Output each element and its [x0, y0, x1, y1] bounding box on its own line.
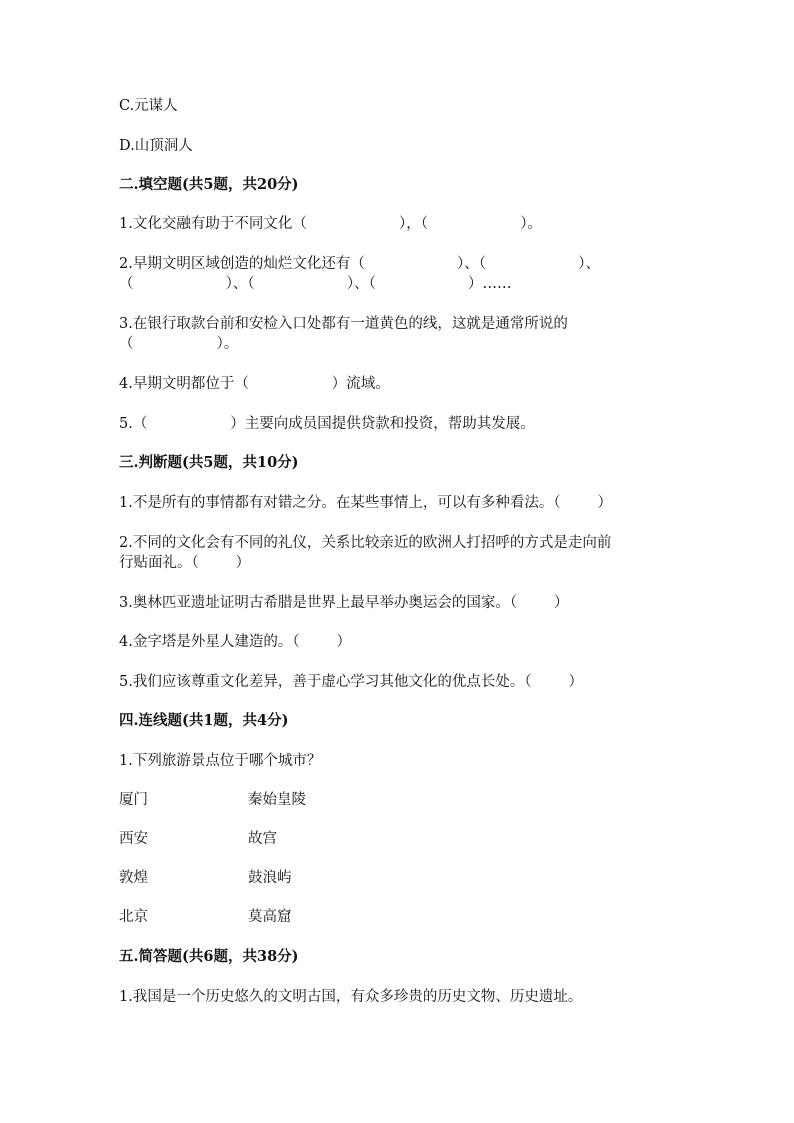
section5-q1: 1.我国是一个历史悠久的文明古国，有众多珍贵的历史文物、历史遗址。 [119, 989, 583, 1005]
section3-q5: 5.我们应该尊重文化差异，善于虚心学习其他文化的优点长处。（ ） [119, 674, 583, 690]
section5-heading: 五.简答题(共6题，共38分) [119, 948, 299, 965]
option-c: C.元谋人 [119, 98, 178, 114]
section2-q1: 1.文化交融有助于不同文化（ ），（ ）。 [119, 216, 542, 232]
site-item: 故宫 [248, 831, 277, 847]
city-item: 西安 [119, 831, 148, 847]
section2-heading: 二.填空题(共5题，共20分) [119, 176, 299, 193]
section3-q2-line1: 2.不同的文化会有不同的礼仪，关系比较亲近的欧洲人打招呼的方式是走向前 [119, 535, 612, 551]
section3-q2-line2: 行贴面礼。（ ） [119, 555, 251, 571]
site-item: 莫高窟 [248, 909, 292, 925]
section3-heading: 三.判断题(共5题，共10分) [119, 454, 299, 471]
city-item: 厦门 [119, 792, 148, 808]
section4-q1: 1.下列旅游景点位于哪个城市？ [119, 753, 322, 769]
section3-q1: 1.不是所有的事情都有对错之分。在某些事情上，可以有多种看法。（ ） [119, 495, 612, 511]
section2-q3-line2: （ ）。 [119, 336, 239, 352]
site-item: 鼓浪屿 [248, 870, 292, 886]
section3-q4: 4.金字塔是外星人建造的。（ ） [119, 634, 351, 650]
section4-heading: 四.连线题(共1题，共4分) [119, 712, 289, 729]
section2-q3-line1: 3.在银行取款台前和安检入口处都有一道黄色的线，这就是通常所说的 [119, 316, 568, 332]
section3-q3: 3.奥林匹亚遗址证明古希腊是世界上最早举办奥运会的国家。（ ） [119, 595, 569, 611]
city-item: 北京 [119, 909, 148, 925]
option-d: D.山顶洞人 [119, 138, 193, 154]
section2-q2-line2: （ ）、（ ）、（ ）…… [119, 276, 512, 292]
section2-q5: 5.（ ）主要向成员国提供贷款和投资，帮助其发展。 [119, 416, 535, 432]
site-item: 秦始皇陵 [248, 792, 306, 808]
section2-q2-line1: 2.早期文明区域创造的灿烂文化还有（ ）、（ ）、 [119, 256, 600, 272]
city-item: 敦煌 [119, 870, 148, 886]
section2-q4: 4.早期文明都位于（ ）流域。 [119, 376, 390, 392]
